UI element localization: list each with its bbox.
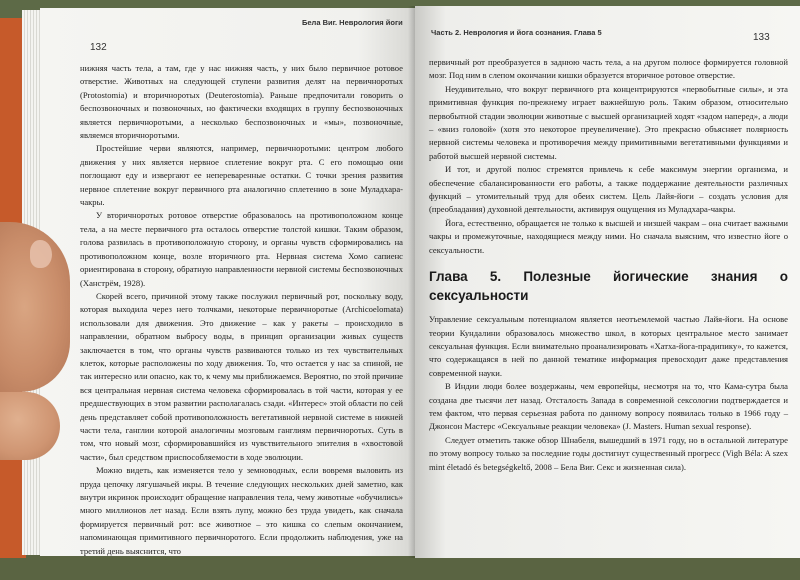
right-paragraph: В Индии люди более воздержаны, чем европейцы, несмотря на то, что Кама-сутра была создана две тысячи лет назад. Отсталость Запада в современной сексологии подтверждается и тем фактом, что первая серьезная работа по данному вопросу появилась только в 1966 году – Джонсон Мастерс «Сексуальные реакции человека» (J. Masters. Human sexual response). [429,381,788,432]
right-page [415,6,800,558]
right-paragraph: Неудивительно, что вокруг первичного рта концентрируются «первобытные силы», и эта примитивная функция по-прежнему играет важнейшую роль. Таким образом, относительно первобытной стадии эволюции животные с высшей организацией ходят «задом наперед», а люди – «вниз головой» (хотя это некоторое преувеличение). Это прекрасно объясняет полярность нервной системы человека и противоречия между примитивными вегетативными функциями и работой высшей нервной системы. [429,83,788,161]
left-paragraph: Можно видеть, как изменяется тело у земноводных, если вовремя выловить из пруда цепочку лягушачьей икры. В течение следующих нескольких дней заметно, как внутри икринок происходит обращение направления тела, чему животные «обучились» много миллионов лет назад. Если взять лупу, можно без труда увидеть, как сначала формируется первичный рот: все животное – это кишка со слепым окончанием, напоминающая примитивного первичноротого. Если продолжить наблюдения, уже на третий день выяснится, что [80,465,403,556]
left-page [40,8,415,556]
right-paragraph: первичный рот преобразуется в заднюю часть тела, а на другом полюсе формируется головной мозг. Под ним в слепом окончании кишки образуется вторичное ротовое отверстие. [429,57,788,81]
left-body-text [80,62,403,556]
fingernail [30,240,52,268]
right-running-head: Часть 2. Неврология и йога сознания. Глава 5 [431,28,602,37]
right-body-text [429,56,788,474]
left-page-number: 132 [90,42,107,53]
left-paragraph: Скорей всего, причиной этому также послужил первичный рот, поскольку воду, которая выходила через него толчками, некоторые первичноротые (Archicoelomata) использовали для движения. Это движение – как у ракеты – происходило в направлении, обратном выбросу воды, в принцип организации живых существ заключается в том, что органы чувств развиваются только из тех чувствительных клеток, которые расположены по ходу движения. То, что остается у нас за спиной, не так интересно или опасно, как то, к чему мы приближаемся. Вероятно, по этой причине вся центральная нервная система человека сформировалась в той части, которая у ее предшествующих в этом развитии располагалась сзади. «Интерес» этой области по сей день представляет собой противоположность вегетативной нервной системе в нижней части тела, ганглии которой аналогичны мозговым ганглиям первичноротых. Суть в том, что новый мозг, сформировавшийся из чувствительного эпителия в «хвостовой части», был средством приспособляемости в ходе эволюции. [80,290,403,462]
chapter-title: Глава 5. Полезные йогические знания о сексуальности [429,269,788,304]
right-page-number: 133 [753,32,770,43]
left-paragraph: Простейшие черви являются, например, первичноротыми: центром любого движения у них является нервное сплетение вокруг рта. С его помощью они поглощают еду и извергают ее непереваренные остатки. С точки зрения развития нервное сплетение вокруг первичного рта аналогично сплетению в зоне Муладхара-чакры. [80,143,403,208]
right-paragraph: Следует отметить также обзор Шнабеля, вышедший в 1971 году, но в остальной литературе по этому вопросу только за последние годы достигнут существенный прогресс (Vigh Béla: A szex mint életadó és betegségkeltő, 2008 – Бела Виг. Секс и жизненная сила). [429,434,788,472]
left-paragraph: У вторичноротых ротовое отверстие образовалось на противоположном конце тела, а на месте первичного рта осталось отверстие толстой кишки. Таким образом, голова развилась в противоположную сторону, и органы чувств сформировались на противоположном конце, возле вторичного рта. Нервная система Хомо сапиенс ориентирована в сторону, обратную направленности нервной системы беспозвоночных (Ханстрём, 1928). [80,210,403,288]
right-paragraph: Управление сексуальным потенциалом является неотъемлемой частью Лайя-йоги. На основе теории Кундалини образовалось множество школ, в которых центральное место занимает сексуальная функция. Если внимательно проанализировать «Хатха-йога-прадипику», то кажется, что содержащаяся в ней по данной тематике информация превосходит даже представления современной науки. [429,314,788,378]
right-paragraph: Йога, естественно, обращается не только к высшей и низшей чакрам – она считает важными чакры и промежуточные, находящиеся между ними. Но сначала выясним, что известно йоге о сексуальности. [429,217,788,255]
left-running-head: Бела Виг. Неврология йоги [302,18,403,27]
right-paragraph: И тот, и другой полюс стремятся привлечь к себе максимум энергии организма, и обеспечение сбалансированности его работы, а также поддержание деятельности различных функций – утомительный труд для обеих систем. Цель Лайя-йоги – создать условия для (преобладания) духовной деятельности, активируя ощущения из Муладхара-чакры. [429,164,788,215]
left-paragraph: нижняя часть тела, а там, где у нас нижняя часть, у них было первичное ротовое отверстие. Животных на следующей ступени развития делят на первичноротых (Protostomia) и вторичноротых (Deuterostomia). Раньше предпочитали говорить о беспозвоночных и позвоночных, но фактически входящих в группу беспозвоночных является первичноротыми, а несколько беспозвоночных и «мы», позвоночные, являемся вторичноротыми. [80,63,403,141]
